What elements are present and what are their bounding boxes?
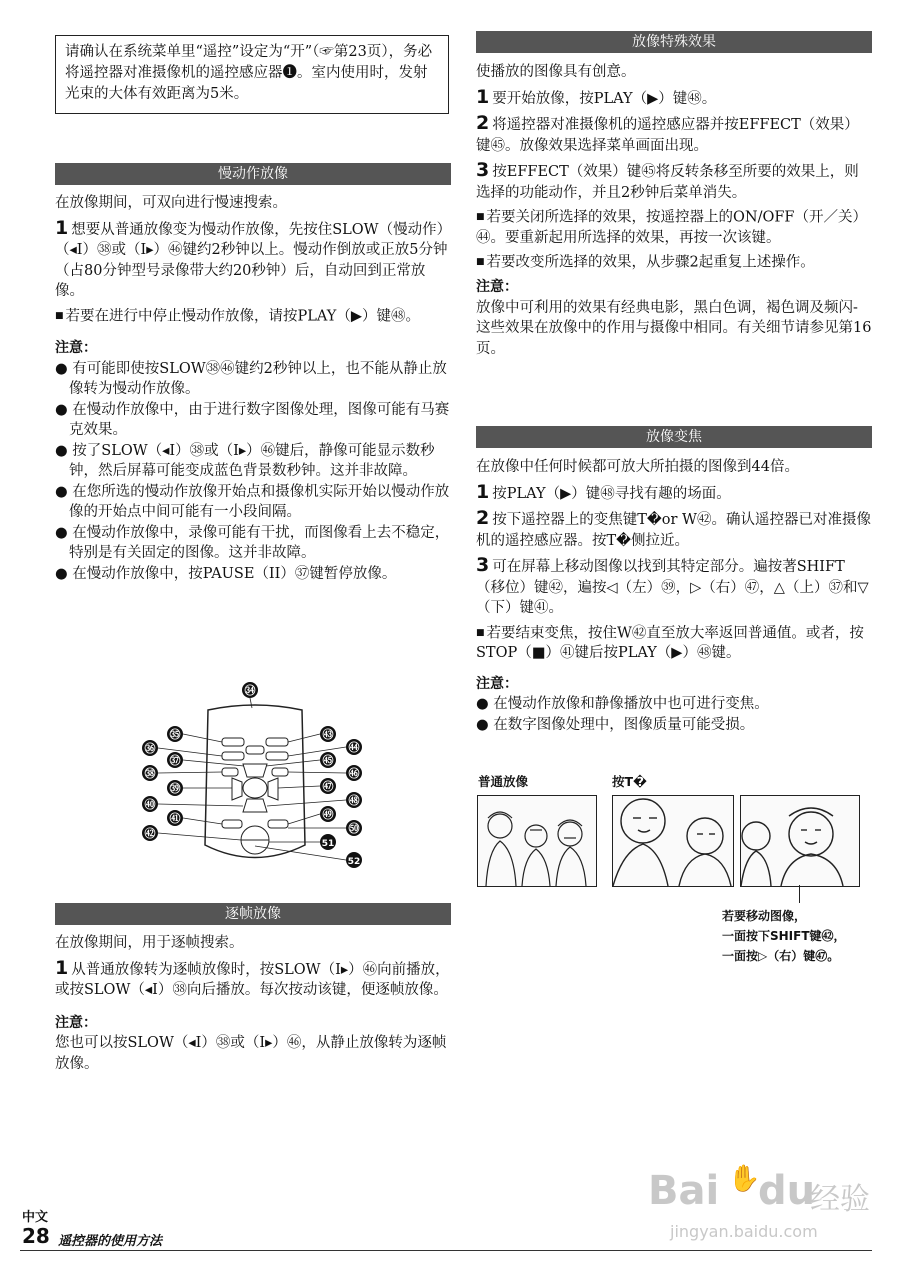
zoomed-scene-left-illustration xyxy=(613,796,733,886)
zoom-step-2-text: 按下遥控器上的变焦键T�or W㊷。确认遥控器已对准摄像机的遥控感应器。按T�侧拉近。 xyxy=(476,512,871,549)
callout-label xyxy=(167,752,183,768)
zoomed-image-right xyxy=(740,795,860,887)
slow-step-1-text: 想要从普通放像变为慢动作放像，先按住SLOW（慢动作）（◂I）㊳或（I▸）㊻键约2秒钟以上。慢动作倒放或正放5分钟（占80分钟型号录像带大约20秒钟）后，自动回到正常放像。 xyxy=(55,221,448,299)
svg-text:㊵: ㊵ xyxy=(144,798,156,811)
callout-label xyxy=(320,778,336,794)
slow-sub-1 xyxy=(55,306,451,327)
zoom-step-1 xyxy=(476,482,872,505)
frame-note: 您也可以按SLOW（◂I）㊳或（I▸）㊻，从静止放像转为逐帧放像。 xyxy=(55,1035,447,1072)
slow-sub-1-text: 若要在进行中停止慢动作放像，请按PLAY（▶）键㊽。 xyxy=(65,307,421,324)
slow-section-title: 慢动作放像 xyxy=(218,166,288,182)
frame-section-header xyxy=(55,903,451,925)
drag-note-leader-line xyxy=(799,885,800,903)
zoom-note-item: ● 在数字图像处理中，图像质量可能受损。 xyxy=(476,716,755,733)
slow-note-text: 按了SLOW（◂I）㊳或（I▸）㊻键后，静像可能显示数秒钟，然后屏幕可能变成蓝色背景数秒钟。这并非故障。 xyxy=(69,442,435,480)
effect-step-3-text: 按EFFECT（效果）键㊺将反转条移至所要的效果上，则选择的功能动作，并且2秒钟后菜单消失。 xyxy=(476,164,859,201)
slow-section-header xyxy=(55,163,451,185)
callout-label xyxy=(346,765,362,781)
svg-text:㊷: ㊷ xyxy=(144,827,156,840)
slow-note-text: 在您所选的慢动作放像开始点和摄像机实际开始以慢动作放像的开始点中间可能有一小段间隔。 xyxy=(69,483,450,521)
callout-label xyxy=(142,825,158,841)
svg-text:51: 51 xyxy=(321,839,335,849)
effect-section-header xyxy=(476,31,872,53)
frame-intro: 在放像期间，用于逐帧搜索。 xyxy=(55,935,244,951)
step-number: 2 xyxy=(476,112,490,134)
baidu-watermark xyxy=(640,1150,870,1250)
zoom-sub-text: 若要结束变焦，按住W㊷直至放大率返回普通值。或者，按STOP（■）㊶键后按PLAY（▶）㊽键。 xyxy=(476,624,864,662)
paw-icon: ✋ xyxy=(728,1164,761,1194)
slow-note-text: 在慢动作放像中，由于进行数字图像处理，图像可能有马赛克效果。 xyxy=(69,401,450,439)
remote-setting-note-text: 请确认在系统菜单里“遥控”设定为“开”（☞第23页），务必将遥控器对准摄像机的遥控感应器❶。室内使用时，发射光束的大体有效距离为5米。 xyxy=(65,44,433,102)
slow-note-text: 有可能即使按SLOW㊳㊻键约2秒钟以上，也不能从静止放像转为慢动作放像。 xyxy=(69,360,447,398)
zoom-sub xyxy=(476,623,872,664)
frame-section-title: 逐帧放像 xyxy=(225,906,281,922)
move-image-note xyxy=(722,906,846,966)
callout-label xyxy=(142,740,158,756)
caption-normal-playback: 普通放像 xyxy=(478,774,529,789)
svg-text:㊼: ㊼ xyxy=(322,780,334,793)
svg-text:㊲: ㊲ xyxy=(169,754,181,767)
step-number: 3 xyxy=(476,159,490,181)
remote-control-illustration xyxy=(130,680,380,880)
effect-sub xyxy=(476,252,872,273)
effect-note-title: 注意： xyxy=(476,279,518,295)
watermark-brand-suffix: du xyxy=(758,1168,816,1214)
callout-label xyxy=(346,852,362,868)
effect-step-1 xyxy=(476,87,872,110)
slow-note-title: 注意： xyxy=(55,340,97,357)
watermark-cn: 经验 xyxy=(810,1182,870,1217)
square-bullet-icon: ■ xyxy=(476,257,485,268)
svg-text:㊻: ㊻ xyxy=(348,767,360,780)
zoom-note-title: 注意： xyxy=(476,675,518,692)
callout-label xyxy=(142,796,158,812)
callout-label xyxy=(142,765,158,781)
zoom-step-3-text: 可在屏幕上移动图像以找到其特定部分。遍按著SHIFT（移位）键㊷，遍按◁（左）㊴，▷（右）㊼，△（上）㊲和▽（下）键㊶。 xyxy=(476,559,869,616)
effect-sub-text: 若要改变所选择的效果，从步骤2起重复上述操作。 xyxy=(486,254,815,271)
svg-text:㊶: ㊶ xyxy=(169,812,181,825)
remote-setting-note xyxy=(55,35,449,114)
watermark-url: jingyan.baidu.com xyxy=(670,1222,818,1241)
zoom-section-body xyxy=(476,457,872,735)
slow-note-item: ● 在慢动作放像中，按PAUSE（II）㊲键暂停放像。 xyxy=(55,565,397,582)
zoom-step-1-text: 按PLAY（▶）键㊽寻找有趣的场面。 xyxy=(492,485,731,502)
svg-text:㊸: ㊸ xyxy=(322,728,334,741)
zoom-section-title: 放像变焦 xyxy=(646,429,702,445)
step-number: 2 xyxy=(476,507,490,529)
callout-label xyxy=(167,726,183,742)
callout-label xyxy=(320,752,336,768)
square-bullet-icon: ■ xyxy=(476,627,485,638)
footer-language: 中文 xyxy=(22,1210,49,1225)
svg-text:㊿: ㊿ xyxy=(348,822,360,835)
move-image-note-line: 若要移动图像， xyxy=(722,909,807,923)
zoom-step-3 xyxy=(476,555,872,619)
step-number: 1 xyxy=(55,216,69,239)
footer-divider xyxy=(20,1250,872,1251)
effect-section-title: 放像特殊效果 xyxy=(632,34,716,50)
frame-step-1-text: 从普通放像转为逐帧放像时，按SLOW（I▸）㊻向前播放，或按SLOW（◂I）㊳向后播放。每次按动该键，便逐帧放像。 xyxy=(55,961,450,998)
caption-press-t: 按T� xyxy=(612,774,647,789)
callout-label xyxy=(242,682,258,698)
slow-note-item: ● 在慢动作放像中，由于进行数字图像处理，图像可能有马赛克效果。 xyxy=(55,401,450,439)
svg-text:㊹: ㊹ xyxy=(348,741,360,754)
svg-text:㊺: ㊺ xyxy=(322,754,334,767)
effect-step-2-text: 将遥控器对准摄像机的遥控感应器并按EFFECT（效果）键㊺。放像效果选择菜单画面出现。 xyxy=(476,117,859,154)
zoom-note-item: ● 在慢动作放像和静像播放中也可进行变焦。 xyxy=(476,696,769,713)
zoom-note-text: 在慢动作放像和静像播放中也可进行变焦。 xyxy=(493,696,769,713)
slow-section-body xyxy=(55,193,451,584)
frame-section-body xyxy=(55,933,451,1078)
callout-label xyxy=(346,739,362,755)
effect-section-body xyxy=(476,62,872,363)
callout-label xyxy=(346,792,362,808)
slow-note-item: ● 在您所选的慢动作放像开始点和摄像机实际开始以慢动作放像的开始点中间可能有一小段间隔。 xyxy=(55,483,450,521)
callout-label xyxy=(320,834,336,850)
square-bullet-icon: ■ xyxy=(55,310,64,321)
slow-step-1 xyxy=(55,218,451,302)
zoom-note-text: 在数字图像处理中，图像质量可能受损。 xyxy=(493,716,755,733)
svg-text:㊾: ㊾ xyxy=(322,808,334,821)
svg-text:㉞: ㉞ xyxy=(244,684,256,697)
slow-note-item: ● 按了SLOW（◂I）㊳或（I▸）㊻键后，静像可能显示数秒钟，然后屏幕可能变成蓝色背景数秒钟。这并非故障。 xyxy=(55,442,435,480)
page-number: 28 xyxy=(22,1224,50,1248)
slow-intro: 在放像期间，可双向进行慢速搜索。 xyxy=(55,195,287,211)
svg-text:㉟: ㉟ xyxy=(169,728,181,741)
frame-step-1 xyxy=(55,958,451,1001)
zoomed-image-left xyxy=(612,795,734,887)
step-number: 1 xyxy=(476,85,490,108)
svg-text:㊴: ㊴ xyxy=(169,782,181,795)
zoom-section-header xyxy=(476,426,872,448)
effect-note: 放像中可利用的效果有经典电影，黑白色调，褐色调及频闪-这些效果在放像中的作用与摄像中相同。有关细节请参见第16页。 xyxy=(476,299,872,357)
square-bullet-icon: ■ xyxy=(476,212,485,222)
svg-text:㊱: ㊱ xyxy=(144,742,156,755)
effect-sub-text: 若要关闭所选择的效果，按遥控器上的ON/OFF（开／关）㊹。要重新起用所选择的效果，再按一次该键。 xyxy=(476,209,867,246)
effect-step-1-text: 要开始放像，按PLAY（▶）键㊽。 xyxy=(492,90,717,107)
slow-note-item: ● 在慢动作放像中，录像可能有干扰，而图像看上去不稳定，特别是有关固定的图像。这并非故障。 xyxy=(55,524,450,562)
callout-label xyxy=(167,780,183,796)
move-image-note-line: 一面按▷（右）键㊼。 xyxy=(722,949,840,963)
party-scene-illustration xyxy=(478,796,596,886)
zoomed-scene-right-illustration xyxy=(741,796,859,886)
callout-label xyxy=(346,820,362,836)
frame-note-title: 注意： xyxy=(55,1014,97,1031)
step-number: 1 xyxy=(476,480,490,503)
slow-note-text: 在慢动作放像中，录像可能有干扰，而图像看上去不稳定，特别是有关固定的图像。这并非故障。 xyxy=(69,524,450,562)
slow-note-text: 在慢动作放像中，按PAUSE（II）㊲键暂停放像。 xyxy=(72,565,397,582)
slow-note-item: ● 有可能即使按SLOW㊳㊻键约2秒钟以上，也不能从静止放像转为慢动作放像。 xyxy=(55,360,447,398)
watermark-brand: Bai xyxy=(648,1168,720,1214)
footer-chapter-title: 遥控器的使用方法 xyxy=(58,1234,163,1249)
zoom-intro: 在放像中任何时候都可放大所拍摄的图像到44倍。 xyxy=(476,459,799,475)
svg-text:52: 52 xyxy=(347,857,361,867)
effect-step-2 xyxy=(476,113,872,156)
effect-step-3 xyxy=(476,160,872,203)
svg-text:㊳: ㊳ xyxy=(144,767,156,780)
callout-label xyxy=(320,806,336,822)
effect-intro: 使播放的图像具有创意。 xyxy=(476,64,636,80)
effect-sub xyxy=(476,207,872,248)
move-image-note-line: 一面按下SHIFT键㊷， xyxy=(722,929,846,943)
normal-playback-image xyxy=(477,795,597,887)
callout-label xyxy=(167,810,183,826)
step-number: 1 xyxy=(55,956,69,979)
callout-label xyxy=(320,726,336,742)
step-number: 3 xyxy=(476,554,490,576)
svg-text:㊽: ㊽ xyxy=(348,794,360,807)
zoom-step-2 xyxy=(476,508,872,551)
